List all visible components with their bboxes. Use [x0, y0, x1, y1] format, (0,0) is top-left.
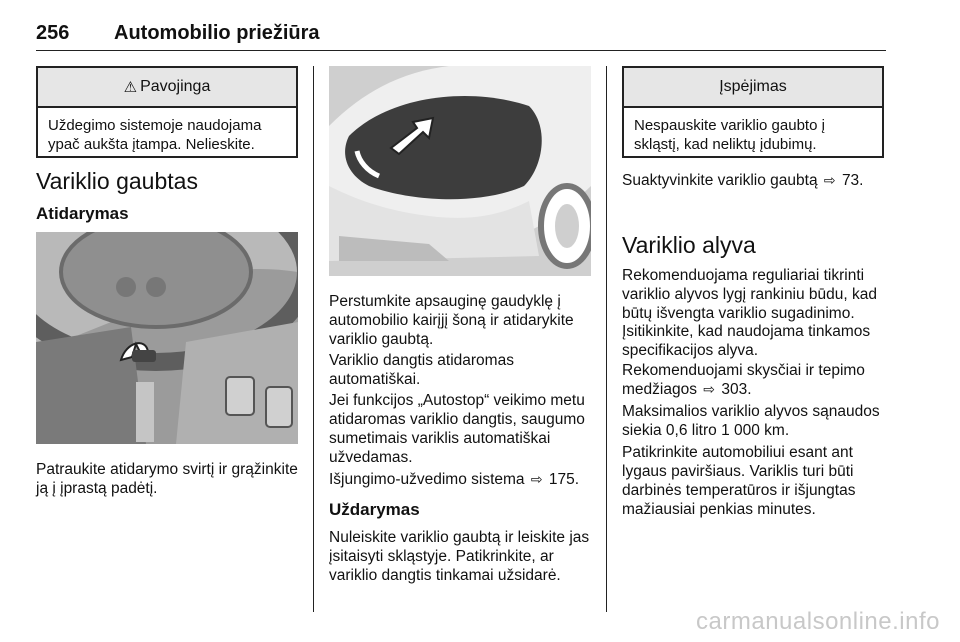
- paragraph-oil-consumption: Maksimalios variklio alyvos sąnaudos siekia 0,6 litro 1 000 km.: [622, 403, 880, 439]
- subheading-closing: Uždarymas: [329, 500, 420, 519]
- page-reference-arrow-icon: ⇨: [823, 172, 836, 188]
- caution-box: [622, 66, 884, 158]
- subheading-opening: Atidarymas: [36, 204, 129, 223]
- caution-box-text: Nespauskite variklio gaubto į skląstį, kad neliktų įdubimų.: [634, 117, 825, 153]
- paragraph-closing: Nuleiskite variklio gaubtą ir leiskite jas įsitaisyti skląstyje. Patikrinkite, ar variklio dangtis tinkamai užsidarė.: [329, 529, 590, 584]
- interior-illustration: [36, 232, 298, 444]
- paragraph-autostop: Jei funkcijos „Autostop“ veikimo metu atidaromas variklio dangtis, saugumo sumetimais variklis automatiškai užvedamas.: [329, 392, 585, 466]
- section-heading-engine-oil: Variklio alyva: [622, 232, 756, 258]
- paragraph-activate-hood: Suaktyvinkite variklio gaubtą ⇨ 73.: [622, 172, 864, 189]
- section-heading-hood: Variklio gaubtas: [36, 168, 198, 194]
- paragraph-latch: Perstumkite apsauginę gaudyklę į automobilio kairįjį šoną ir atidarykite variklio gaubtą.: [329, 293, 574, 348]
- paragraph-check-conditions: Patikrinkite automobiliui esant ant lygaus paviršiaus. Variklis turi būti darbinės temperatūros ir išjungtas mažiausiai penkias minutes.: [622, 444, 856, 518]
- page-reference-arrow-icon: ⇨: [703, 381, 716, 397]
- page-number: 256: [36, 22, 70, 44]
- page-header: [36, 22, 886, 50]
- header-divider: [36, 50, 886, 51]
- paragraph-oil-check: Rekomenduojama reguliariai tikrinti variklio alyvos lygį rankiniu būdu, kad būtų išvengta variklio sugadinimo.: [622, 267, 878, 322]
- paragraph-stop-start-ref: Išjungimo-užvedimo sistema ⇨ 175.: [329, 471, 580, 488]
- page-reference-arrow-icon: ⇨: [530, 471, 543, 487]
- warning-box-text: Uždegimo sistemoje naudojama ypač aukšta įtampa. Nelieskite.: [48, 117, 262, 153]
- warning-triangle-icon: ⚠: [123, 79, 138, 96]
- caption-release-lever: Patraukite atidarymo svirtį ir grąžinkite ją į įprastą padėtį.: [36, 461, 298, 497]
- car-front-illustration: [329, 66, 591, 276]
- column-divider-2: [606, 66, 607, 612]
- caution-box-title: Įspėjimas: [624, 68, 882, 108]
- column-divider-1: [313, 66, 314, 612]
- interior-release-lever-figure: [36, 232, 298, 444]
- paragraph-oil-spec: Įsitikinkite, kad naudojama tinkamos specifikacijos alyva.: [622, 323, 871, 359]
- paragraph-fluids-ref: Rekomenduojami skysčiai ir tepimo medžiagos ⇨ 303.: [622, 362, 865, 398]
- warning-box: [36, 66, 298, 158]
- watermark: carmanualsonline.info: [696, 608, 940, 635]
- page-title: Automobilio priežiūra: [114, 22, 320, 44]
- paragraph-auto-open: Variklio dangtis atidaromas automatiškai.: [329, 352, 514, 388]
- hood-latch-figure: [329, 66, 591, 276]
- warning-box-title: Pavojinga: [140, 78, 211, 95]
